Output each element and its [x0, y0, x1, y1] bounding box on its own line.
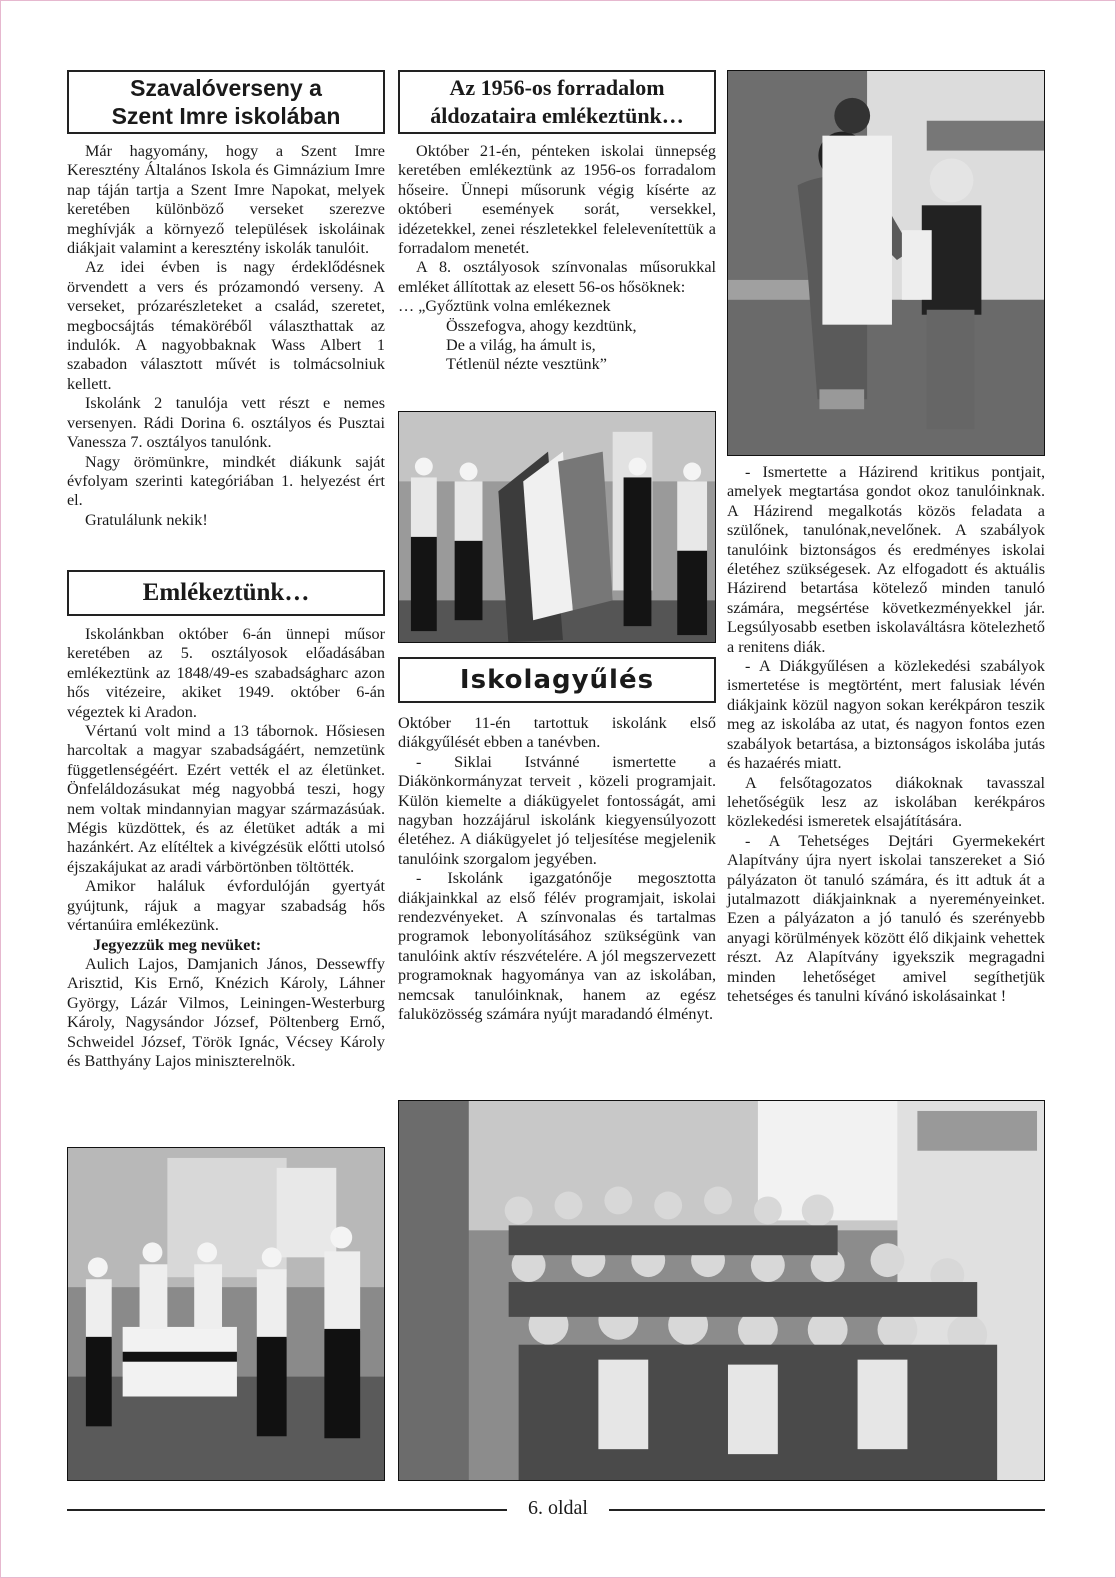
headline-line: Az 1956-os forradalom	[449, 75, 665, 100]
poem-line: De a világ, ha ámult is,	[446, 336, 596, 355]
article-october-6	[67, 625, 385, 1071]
paragraph: - Siklai Istvánné ismertette a Diákönkormányzat terveit , közeli programjait. Külön kiemelte a diákügyelet fontosságát, ami nagyban hozzájárul iskolánk kiegyensúlyozott életéhez. A diákügyelet jó teljesítése megjelenik tanulóink szorgalom jegyében.	[398, 752, 716, 868]
article-1956	[398, 142, 716, 375]
poem-line: Összefogva, ahogy kezdtünk,	[446, 316, 637, 335]
paragraph: Iskolánkban október 6-án ünnepi műsor keretében az 5. osztályosok előadásában emlékeztünk az 1848/49-es szabadságharc azon hős vitézeire, akiket 1949. október 6-án végeztek ki Aradon.	[67, 625, 385, 721]
paragraph: A felsőtagozatos diákoknak tavasszal lehetőségük lesz az iskolában kerékpáros közlekedési ismeretek elsajátítására.	[727, 773, 1045, 831]
article-house-rules	[727, 463, 1045, 1006]
headline-line: áldozataira emlékeztünk…	[430, 103, 684, 128]
headline-line: Szent Imre iskolában	[111, 103, 341, 129]
paragraph: - Ismertette a Házirend kritikus pontjait, amelyek megtartása gondot okoz tanulóinknak. A Házirend megalkotás közös feladata a szülőnek, tanulónak,nevelőnek. A szabályok tanulóink biztonságos és eredményes iskolai életéhez szükségesek. Az elfogadott és aktuális Házirend betartása kötelező minden tanuló számára, megsértése következményekkel jár. Legsúlyosabb esetben iskolaváltásra kötelezhető a renitens diák.	[727, 463, 1045, 656]
footer-rule-left	[67, 1509, 507, 1511]
headline: Iskolagyűlés	[459, 665, 655, 695]
names-list: Aulich Lajos, Damjanich János, Dessewffy Arisztid, Kis Ernő, Knézich Károly, Láhner György, Lázár Vilmos, Leiningen-Westerburg Károly, Nagysándor József, Pöltenberg Ernő, Schweidel József, Török Ignác, Vécsey Károly és Batthyány Lajos miniszterelnök.	[67, 954, 385, 1070]
paragraph: - A Tehetséges Dejtári Gyermekekért Alapítvány újra nyert iskolai tanszereket a Sió pályázaton öt tanuló számára, és itt adtuk át a jutalmazott diákjainknak a nyereményeinket. Ezen a pályázaton a jó tanuló és szerényebb anyagi körülmények között élő dikjaink vehettek részt. Az Alapítvány igyekszik megragadni minden lehetőséget amivel segíthetjük tehetséges és tanulni kívánó iskolásainkat !	[727, 831, 1045, 1005]
paragraph: Nagy örömünkre, mindkét diákunk saját évfolyam szerinti kategóriában 1. helyezést ért el.	[67, 452, 385, 510]
paragraph: Október 21-én, pénteken iskolai ünnepség keretében emlékeztünk az 1956-os forradalom hőseire. Ünnepi műsorunk végig kísérte az októberi események sorát, versekkel, idézetekkel, zenei részletekkel felelevenítettük a forradalom menetét.	[398, 142, 716, 258]
paragraph: Vértanú volt mind a 13 tábornok. Hősiesen harcoltak a magyar szabadságáért, nemzetünk függetlenségéért. Ezért vették el az életünket. Önfeláldozásukat még nagyobbá teszi, hogy nem voltak mindannyian magyar származásúak. Mégis küzdöttek, és az életüket adták a mi hazánkért. Az elítéltek a kivégzésük előtti utolsó éjszakájukat az aradi várbörtönben töltötték.	[67, 722, 385, 876]
footer-rule-right	[609, 1509, 1045, 1511]
article-school-assembly	[398, 714, 716, 1025]
headline-box-poetry-contest	[67, 70, 385, 134]
poem-line: … „Győztünk volna emlékeznek	[398, 297, 611, 316]
paragraph: - Iskolánk igazgatónője megosztotta diákjainkkal az első félév programjait, iskolai rendezvényeket. A színvonalas és tartalmas programok lebonyolításához szükségünk van tanulóink aktív részvételére. A jól megszervezett programoknak hagyománya van az iskolában, nemcsak tanulóinknak, hanem az egész faluközösség számára nyújt maradandó élményt.	[398, 869, 716, 1024]
headline-line: Szavalóverseny a	[130, 75, 322, 101]
photo-award-presentation	[727, 70, 1045, 456]
page-number: 6. oldal	[528, 1497, 588, 1519]
headline-box-1956	[398, 70, 716, 134]
paragraph: Iskolánk 2 tanulója vett részt e nemes versenyen. Rádi Dorina 6. osztályos és Pusztai Vanessza 7. osztályos tanulónk.	[67, 394, 385, 452]
photo-assembly-students	[398, 1100, 1045, 1481]
paragraph: A 8. osztályosok színvonalas műsorukkal emléket állítottak az elesett 56-os hősöknek:	[398, 258, 716, 296]
article-poetry-contest	[67, 142, 385, 530]
paragraph: - A Diákgyűlésen a közlekedési szabályok ismertetése is megtörtént, mert falusiak lévén diákjaink közül nagyon sokan kerékpáron teszik meg az iskolába az utat, és nagyon fontos ezen szabályok betartása, a biztonságos iskolába jutás és hazaérés miatt.	[727, 657, 1045, 773]
paragraph: Gratulálunk nekik!	[85, 510, 208, 529]
poem-line: Tétlenül nézte vesztünk”	[446, 355, 607, 374]
names-heading: Jegyezzük meg nevüket:	[93, 935, 262, 954]
paragraph: Az idei évben is nagy érdeklődésnek örvendett a vers és prózamondó verseny. A verseket, prózarészleteket a család, szeretet, megbocsájtás témaköréből választhattak az indulók. A nagyobbaknak Wass Albert 1 szabadon választott művét is tolmácsolniuk kellett.	[67, 258, 385, 393]
headline-box-remembered	[67, 570, 385, 616]
photo-memorial-ceremony	[67, 1147, 385, 1481]
photo-flag-ceremony	[398, 411, 716, 643]
paragraph: Amikor haláluk évfordulóján gyertyát gyújtunk, rájuk a magyar szabadság hős vértanúira emlékezünk.	[67, 877, 385, 935]
headline-box-school-assembly	[398, 657, 716, 703]
paragraph: Már hagyomány, hogy a Szent Imre Keresztény Általános Iskola és Gimnázium Imre nap táján tartja a Szent Imre Napokat, melyek keretében különböző verseket szerezve meghívják a környező települések iskoláinak diákjait valamint a keresztény iskolák tanulóit.	[67, 142, 385, 258]
headline: Emlékeztünk…	[142, 579, 310, 606]
paragraph: Október 11-én tartottuk iskolánk első diákgyűlését ebben a tanévben.	[398, 714, 716, 752]
